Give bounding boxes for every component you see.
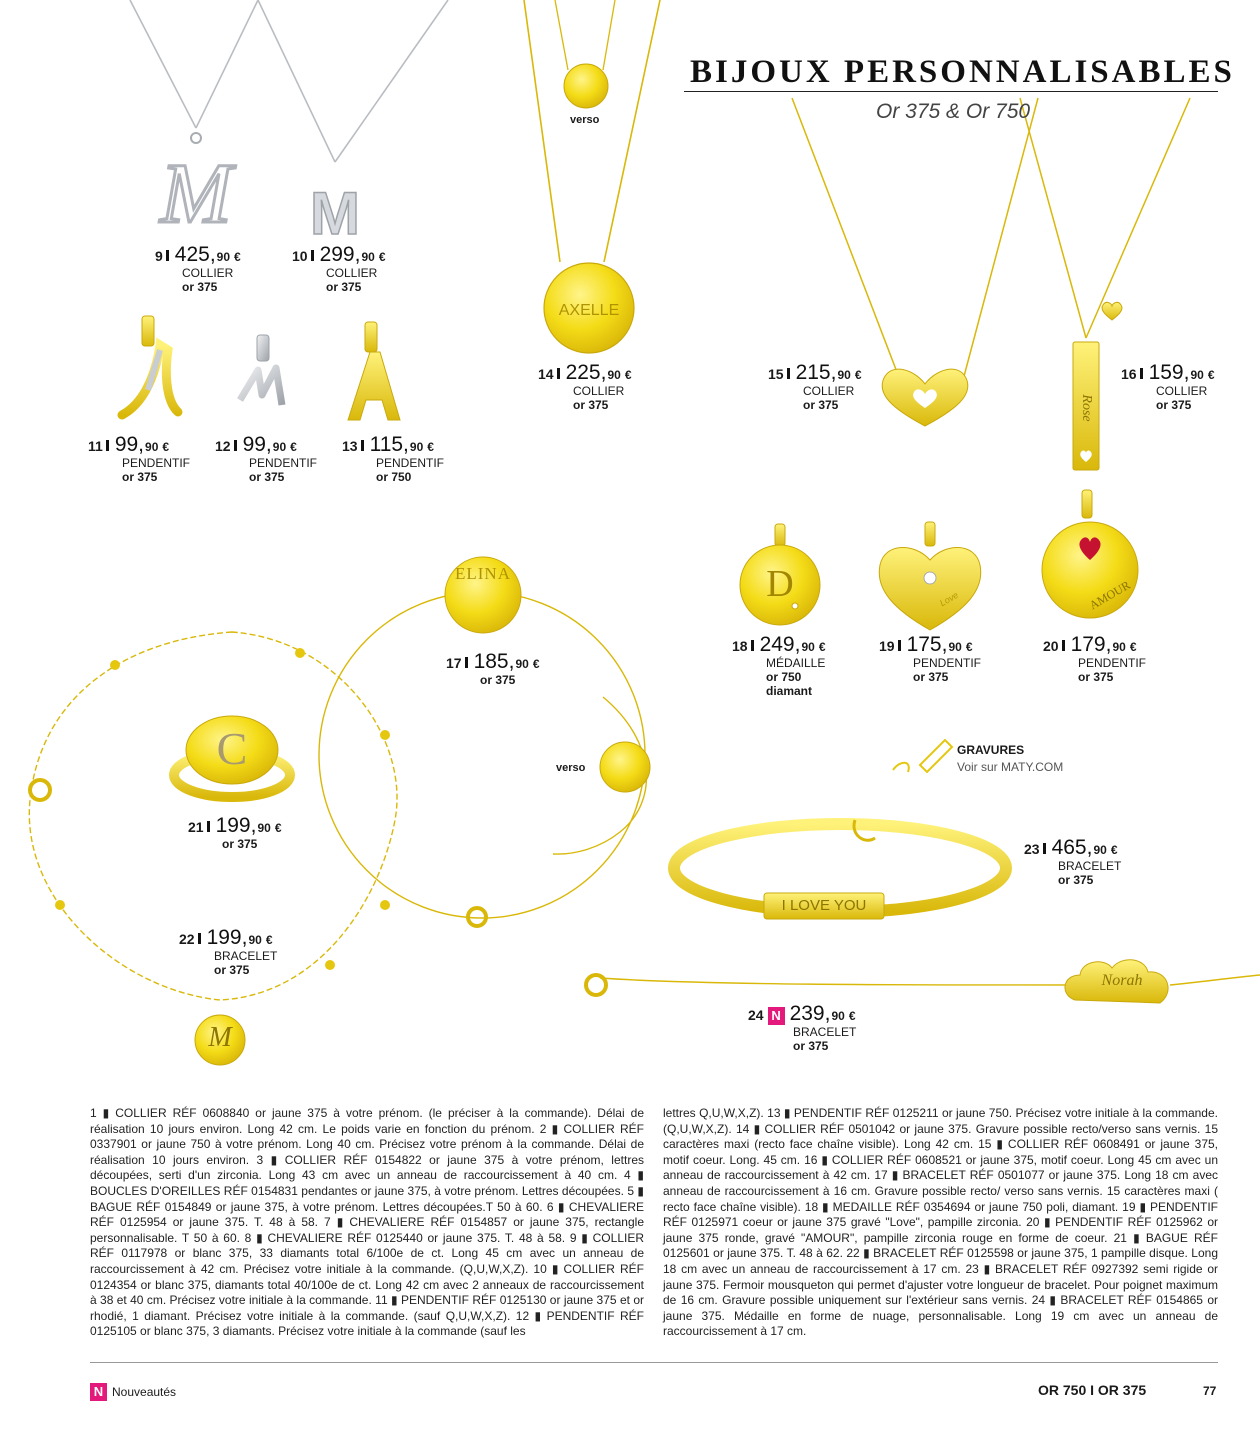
price-tag-15: 15 215, 90 € COLLIER or 375: [768, 361, 862, 412]
footer-divider: [90, 1362, 1218, 1363]
gravures-title: GRAVURES: [957, 743, 1025, 757]
pendant-12-image: [240, 335, 282, 405]
pendant-19-image: [879, 522, 981, 630]
price-tag-19: 19 175, 90 € PENDENTIF or 375: [879, 633, 982, 684]
engraving-medal-d: D: [766, 563, 794, 605]
necklace-14-image: [524, 0, 660, 353]
product-metal: or 375: [182, 280, 218, 294]
price-tag-9: 9 425, 90 € COLLIER or 375: [155, 243, 241, 294]
necklace-9-image: [130, 0, 258, 143]
letter-10-image: [310, 180, 360, 247]
svg-text:M: M: [310, 180, 360, 247]
necklace-10-image: [258, 0, 448, 162]
price-tag-20: 20 179, 90 € PENDENTIF or 375: [1043, 633, 1147, 684]
price-tag-21: 21 199, 90 € or 375: [188, 814, 282, 851]
engraving-elina: ELINA: [455, 564, 511, 583]
price-tag-24: 24 N 239, 90 € BRACELET or 375: [748, 1002, 857, 1053]
price-tag-16: 16 159, 90 € COLLIER or 375: [1121, 361, 1215, 412]
title-divider: [684, 91, 1218, 92]
footer-legend: [90, 1383, 176, 1401]
price-tag-11: 11 99, 90 € PENDENTIF or 375: [88, 433, 191, 484]
product-number: 9: [155, 248, 163, 264]
pendant-13-image: [348, 322, 400, 420]
engraving-axelle: AXELLE: [558, 302, 620, 319]
description-left: 1 ▮ COLLIER RÉF 0608840 or jaune 375 à votre prénom. (le préciser à la commande). Délai de réalisation 10 jours environ. Long 42 cm. Le poids varie en fonction du prénom. 2 ▮ COLLIER RÉF 0337901 or jaune 750 à votre prénom. Long 40 cm. Précisez votre prénom à la commande. Délai de réalisation 10 jours environ. 3 ▮ COLLIER RÉF 0154822 or jaune 375 à votre prénom, lettres découpées, serti d'un zirconia. Long 43 cm avec un anneau de raccourcissement à 40 cm. 4 ▮ BOUCLES D'OREILLES RÉF 0154831 pendantes or jaune 375, à votre prénom. Lettres découpées. 5 ▮ BAGUE RÉF 0154849 or jaune 375, à votre prénom. Lettres découpées.T 50 à 60. 6 ▮ CHEVALIERE RÉF 0125954 or jaune 375. T. 48 à 58. 7 ▮ CHEVALIERE RÉF 0154857 or jaune 375, rectangle personnalisable. T 50 à 60. 8 ▮ CHEVALIERE RÉF 0125440 or jaune 375. T. 48 à 58. 9 ▮ COLLIER RÉF 0117978 or blanc 375, 33 diamants total 6/100e de ct. Long 45 cm avec un anneau de raccourcissement à 42 cm. Précisez votre initiale à la commande. (Q,U,W,X,Z). 10 ▮ COLLIER RÉF 0124354 or blanc 375, diamants total 40/100e de ct. Long 42 cm avec 2 anneaux de raccourcissement à 38 et 40 cm. Précisez votre initiale à la commande. 11 ▮ PENDENTIF RÉF 0125130 or jaune 375 et or rhodié, 1 diamant. Précisez votre initiale à la commande. (sauf Q,U,W,X,Z). 12 ▮ PENDENTIF RÉF 0125105 or blanc 375, 3 diamants. Précisez votre initiale à la commande (sauf les: [90, 1106, 644, 1339]
bracelet-17-image: [319, 557, 650, 926]
price-tag-12: 12 99, 90 € PENDENTIF or 375: [215, 433, 318, 484]
engraving-love: Love: [938, 589, 960, 609]
page-title: BIJOUX PERSONNALISABLES: [690, 54, 1235, 90]
new-badge: N: [90, 1383, 107, 1401]
price-tag-10: 10 299, 90 € COLLIER or 375: [292, 243, 386, 294]
verso-label: verso: [556, 762, 586, 774]
price-tag-14: 14 225, 90 € COLLIER or 375: [538, 361, 632, 412]
price-tag-17: 17 185, 90 € or 375: [446, 650, 540, 687]
necklace-16-image: [1020, 98, 1190, 470]
svg-text:M: M: [160, 145, 232, 241]
letter-9-image: [158, 145, 236, 241]
verso-label: verso: [570, 114, 600, 126]
new-badge: N: [768, 1007, 785, 1025]
engraving-ring-c: C: [216, 723, 248, 774]
engraving-rose: Rose: [1079, 394, 1094, 422]
engraving-i-love-you: I LOVE YOU: [781, 897, 867, 914]
legend-label: Nouveautés: [112, 1385, 177, 1399]
product-type: COLLIER: [182, 266, 234, 280]
gravures-link[interactable]: Voir sur MATY.COM: [957, 760, 1064, 774]
page-number: 77: [1203, 1384, 1217, 1398]
price-value: 425,: [174, 243, 216, 266]
engraving-amour: AMOUR: [1086, 577, 1133, 613]
engraving-bracelet-m: M: [208, 1022, 232, 1053]
price-tag-23: 23 465, 90 € BRACELET or 375: [1024, 836, 1122, 887]
pendant-11-image: [122, 316, 178, 415]
description-right: lettres Q,U,W,X,Z). 13 ▮ PENDENTIF RÉF 0125211 or jaune 750. Précisez votre initiale à la commande. (Q,U,W,X,Z). 14 ▮ COLLIER RÉF 0501042 or jaune 375. Gravure possible recto/verso sans vernis. 15 caractères maxi (recto face chaîne visible). Long 42 cm. 15 ▮ COLLIER RÉF 0608491 or jaune 375, motif coeur. Long. 45 cm. 16 ▮ COLLIER RÉF 0608521 or jaune 375, motif coeur. Long 45 cm avec un anneau de raccourcissement à 42 cm. 17 ▮ BRACELET RÉF 0501077 or jaune 375. Long 18 cm avec anneau de raccourcissement à 16 cm. Gravure possible recto/ verso sans vernis. 15 caractères maxi ( recto face chaîne visible). 18 ▮ MEDAILLE RÉF 0354694 or jaune 750 poli, diamant. 19 ▮ PENDENTIF RÉF 0125971 coeur or jaune 375 gravé "Love", pampille zirconia. 20 ▮ PENDENTIF RÉF 0125962 or jaune 375 ronde, gravé "AMOUR", pampille zirconia rouge en forme de coeur. 21 ▮ BAGUE RÉF 0125601 or jaune 375. T. 48 à 62. 22 ▮ BRACELET RÉF 0125598 or jaune 375, 1 pampille disque. Long 18 cm avec un anneau de raccourcissement à 17 cm. 23 ▮ BRACELET RÉF 0927392 semi rigide or jaune 375. Fermoir mousqueton qui permet d'ajuster votre longueur de bracelet. Pour poignet maximum de 16 cm. Gravure possible uniquement sur l'extérieur sans vernis. 24 ▮ BRACELET RÉF 0154865 or jaune 375. Médaille en forme de nuage, personnalisable. Long 19 cm avec un anneau de raccourcissement à 17 cm.: [663, 1106, 1218, 1339]
engraving-norah: Norah: [1101, 972, 1143, 989]
page-subtitle: Or 375 & Or 750: [876, 100, 1031, 123]
price-tag-22: 22 199, 90 € BRACELET or 375: [179, 926, 278, 977]
footer-metals: OR 750 I OR 375: [1038, 1382, 1147, 1398]
price-tag-18: 18 249, 90 € MÉDAILLE or 750 diamant: [732, 633, 826, 698]
pen-icon: [893, 740, 952, 772]
price-tag-13: 13 115, 90 € PENDENTIF or 750: [342, 433, 445, 484]
